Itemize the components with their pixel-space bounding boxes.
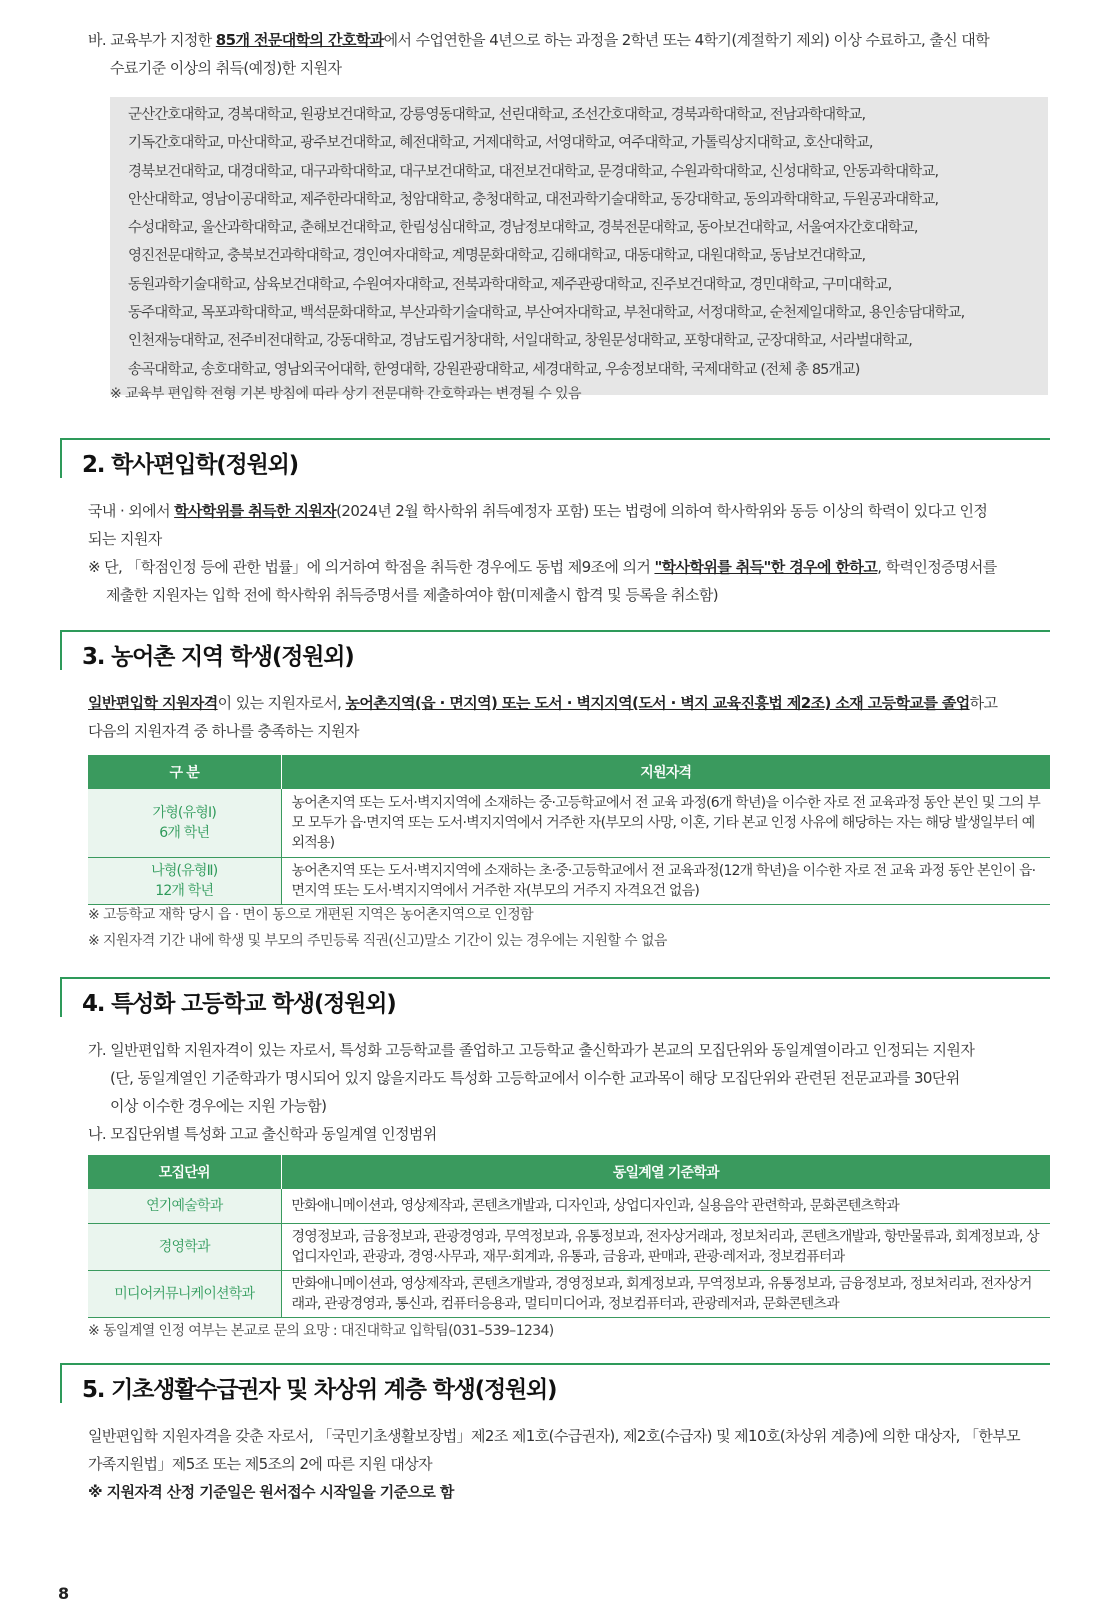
text: (2024년 2월 학사학위 취득예정자 포함) 또는 법령에 의하여 학사학위와 동등 이상의 학력이 있다고 인정 <box>336 502 988 520</box>
criteria-ba <box>88 26 1050 82</box>
table-header-row <box>88 755 1050 789</box>
s2-note-emphasis: "학사학위를 취득"한 경우에 한하고 <box>654 558 878 576</box>
text: ※ 고등학교 재학 당시 읍 · 면이 동으로 개편된 지역은 농어촌지역으로 인정함 <box>88 907 534 923</box>
table-unit-cell: 연기예술학과 <box>88 1189 281 1223</box>
text: 나. 모집단위별 특성화 고교 출신학과 동일계열 인정범위 <box>88 1125 437 1143</box>
text: 하고 <box>969 694 998 712</box>
text: 되는 지원자 <box>88 530 162 548</box>
s4-paragraph <box>88 1036 1050 1148</box>
school-list-line: 동주대학교, 목포과학대학교, 백석문화대학교, 부산과학기술대학교, 부산여자대학교, 부천대학교, 서정대학교, 순천제일대학교, 용인송담대학교, <box>128 305 965 322</box>
table-row <box>88 857 1050 904</box>
school-list-line: 경북보건대학교, 대경대학교, 대구과학대학교, 대구보건대학교, 대전보건대학교, 문경대학교, 수원과학대학교, 신성대학교, 안동과학대학교, <box>128 163 939 180</box>
table-header-row <box>88 1155 1050 1189</box>
text: 가족지원법」제5조 또는 제5조의 2에 따른 지원 대상자 <box>88 1455 433 1473</box>
text: 6개 학년 <box>159 824 210 841</box>
s3-notes <box>88 902 667 954</box>
section-header-3 <box>60 630 1050 670</box>
vocational-dept-table <box>88 1155 1050 1318</box>
school-list-line: 기독간호대학교, 마산대학교, 광주보건대학교, 혜전대학교, 거제대학교, 서영대학교, 여주대학교, 가톨릭상지대학교, 호산대학교, <box>128 135 873 152</box>
section-header-5 <box>60 1363 1050 1403</box>
text: 가형(유형Ⅰ) <box>152 804 217 821</box>
text: , 학력인정증명서를 <box>877 558 997 576</box>
criteria-ba-prefix: 바. 교육부가 지정한 <box>88 31 216 49</box>
school-list-line: 동원과학기술대학교, 삼육보건대학교, 수원여자대학교, 전북과학대학교, 제주관광대학교, 진주보건대학교, 경민대학교, 구미대학교, <box>128 276 892 293</box>
table-unit-cell: 미디어커뮤니케이션학과 <box>88 1270 281 1317</box>
table-description-cell: 농어촌지역 또는 도서·벽지지역에 소재하는 중·고등학교에서 전 교육 과정(6개 학년)을 이수한 자로 전 교육과정 동안 본인 및 그의 부모 모두가 읍·면지역 또는 도서·벽지지역에서 거주한 자(부모의 사망, 이혼, 기타 본교 인정 사유에 해당하는 자는 해당 발생일부터 예외적용) <box>281 789 1050 857</box>
text: 다음의 지원자격 중 하나를 충족하는 지원자 <box>88 722 359 740</box>
school-list-line: 송곡대학교, 송호대학교, 영남외국어대학, 한영대학, 강원관광대학교, 세경대학교, 우송정보대학, 국제대학교 (전체 총 85개교) <box>128 361 860 378</box>
text: 이 있는 지원자로서, <box>217 694 346 712</box>
table-description-cell: 농어촌지역 또는 도서·벽지지역에 소재하는 초·중·고등학교에서 전 교육과정(12개 학년)을 이수한 자로 전 교육 과정 동안 본인이 읍·면지역 또는 도서·벽지지역에서 거주한 자(부모의 거주지 자격요건 없음) <box>281 857 1050 904</box>
text: (단, 동일계열인 기준학과가 명시되어 있지 않을지라도 특성화 고등학교에서 이수한 교과목이 해당 모집단위와 관련된 전문교과를 30단위 <box>110 1069 960 1087</box>
section-header-4 <box>60 977 1050 1017</box>
table-header: 모집단위 <box>88 1155 281 1189</box>
table-category-cell <box>88 857 281 904</box>
page-number: 8 <box>58 1584 70 1603</box>
section-header-2 <box>60 438 1050 478</box>
table-depts-cell: 만화애니메이션과, 영상제작과, 콘텐츠개발과, 디자인과, 상업디자인과, 실용음악 관련학과, 문화콘텐츠학과 <box>281 1189 1050 1223</box>
text: 가. 일반편입학 지원자격이 있는 자로서, 특성화 고등학교를 졸업하고 고등학교 출신학과가 본교의 모집단위와 동일계열이라고 인정되는 지원자 <box>88 1041 975 1059</box>
s4-note: ※ 동일계열 인정 여부는 본교로 문의 요망 : 대진대학교 입학팀(031–539–1234) <box>88 1323 554 1339</box>
table-category-cell <box>88 789 281 857</box>
table-row <box>88 1223 1050 1270</box>
table-depts-cell: 만화애니메이션과, 영상제작과, 콘텐츠개발과, 경영정보과, 회계정보과, 무역정보과, 유통정보과, 금융정보과, 정보처리과, 전자상거래과, 관광경영과, 통신과, 컴퓨터응용과, 멀티미디어과, 정보컴퓨터과, 관광레저과, 문화콘텐츠과 <box>281 1270 1050 1317</box>
section-title: 5. 기초생활수급권자 및 차상위 계층 학생(정원외) <box>82 1377 557 1403</box>
school-list-note: ※ 교육부 편입학 전형 기본 방침에 따라 상기 전문대학 간호학과는 변경될 수 있음 <box>110 386 581 402</box>
s5-note: ※ 지원자격 산정 기준일은 원서접수 시작일을 기준으로 함 <box>88 1483 454 1501</box>
text: 이상 이수한 경우에는 지원 가능함) <box>110 1097 327 1115</box>
section-title: 4. 특성화 고등학교 학생(정원외) <box>82 991 396 1017</box>
criteria-ba-rest: 에서 수업연한을 4년으로 하는 과정을 2학년 또는 4학기(계절학기 제외) 이상 수료하고, 출신 대학 <box>383 31 990 49</box>
text: ※ 단, 「학점인정 등에 관한 법률」에 의거하여 학점을 취득한 경우에도 동법 제9조에 의거 <box>88 558 655 576</box>
table-unit-cell: 경영학과 <box>88 1223 281 1270</box>
criteria-ba-emphasis: 85개 전문대학의 간호학과 <box>215 31 384 49</box>
section-title: 3. 농어촌 지역 학생(정원외) <box>82 644 354 670</box>
table-row <box>88 789 1050 857</box>
s2-emphasis: 학사학위를 취득한 지원자 <box>174 502 337 520</box>
school-list-line: 인천재능대학교, 전주비전대학교, 강동대학교, 경남도립거창대학, 서일대학교, 창원문성대학교, 포항대학교, 군장대학교, 서라벌대학교, <box>128 333 912 350</box>
rural-criteria-table <box>88 755 1050 905</box>
s3-emphasis-2: 농어촌지역(읍 · 면지역) 또는 도서 · 벽지지역(도서 · 벽지 교육진흥법 제2조) 소재 고등학교를 졸업 <box>345 694 970 712</box>
s3-emphasis-1: 일반편입학 지원자격 <box>88 694 218 712</box>
table-row <box>88 1270 1050 1317</box>
school-list-box <box>110 97 1048 395</box>
school-list-line: 군산간호대학교, 경복대학교, 원광보건대학교, 강릉영동대학교, 선린대학교, 조선간호대학교, 경북과학대학교, 전남과학대학교, <box>128 107 866 123</box>
s5-paragraph <box>88 1422 1050 1506</box>
criteria-ba-line2: 수료기준 이상의 취득(예정)한 지원자 <box>110 59 342 77</box>
table-row <box>88 1189 1050 1223</box>
table-depts-cell: 경영정보과, 금융정보과, 관광경영과, 무역정보과, 유통정보과, 전자상거래과, 정보처리과, 콘텐츠개발과, 항만물류과, 회계정보과, 상업디자인과, 관광과, 경영·사무과, 재무·회계과, 유통과, 금융과, 판매과, 관광·레저과, 정보컴퓨터과 <box>281 1223 1050 1270</box>
table-header: 구 분 <box>88 755 281 789</box>
school-list-line: 영진전문대학교, 충북보건과학대학교, 경인여자대학교, 계명문화대학교, 김해대학교, 대동대학교, 대원대학교, 동남보건대학교, <box>128 248 866 265</box>
s3-paragraph <box>88 689 1050 745</box>
s2-paragraph <box>88 497 1050 609</box>
table-header: 동일계열 기준학과 <box>281 1155 1050 1189</box>
text: 제출한 지원자는 입학 전에 학사학위 취득증명서를 제출하여야 함(미제출시 합격 및 등록을 취소함) <box>106 586 718 604</box>
text: 12개 학년 <box>155 882 214 899</box>
text: 국내 · 외에서 <box>88 502 175 520</box>
table-header: 지원자격 <box>281 755 1050 789</box>
school-list-line: 수성대학교, 울산과학대학교, 춘해보건대학교, 한림성심대학교, 경남정보대학교, 경북전문대학교, 동아보건대학교, 서울여자간호대학교, <box>128 220 918 237</box>
text: ※ 지원자격 기간 내에 학생 및 부모의 주민등록 직권(신고)말소 기간이 있는 경우에는 지원할 수 없음 <box>88 933 667 949</box>
text: 나형(유형Ⅱ) <box>151 862 218 879</box>
school-list-line: 안산대학교, 영남이공대학교, 제주한라대학교, 청암대학교, 충청대학교, 대전과학기술대학교, 동강대학교, 동의과학대학교, 두원공과대학교, <box>128 191 939 208</box>
section-title: 2. 학사편입학(정원외) <box>82 452 298 478</box>
text: 일반편입학 지원자격을 갖춘 자로서, 「국민기초생활보장법」제2조 제1호(수급권자), 제2호(수급자) 및 제10호(차상위 계층)에 의한 대상자, 「한부모 <box>88 1427 1021 1445</box>
